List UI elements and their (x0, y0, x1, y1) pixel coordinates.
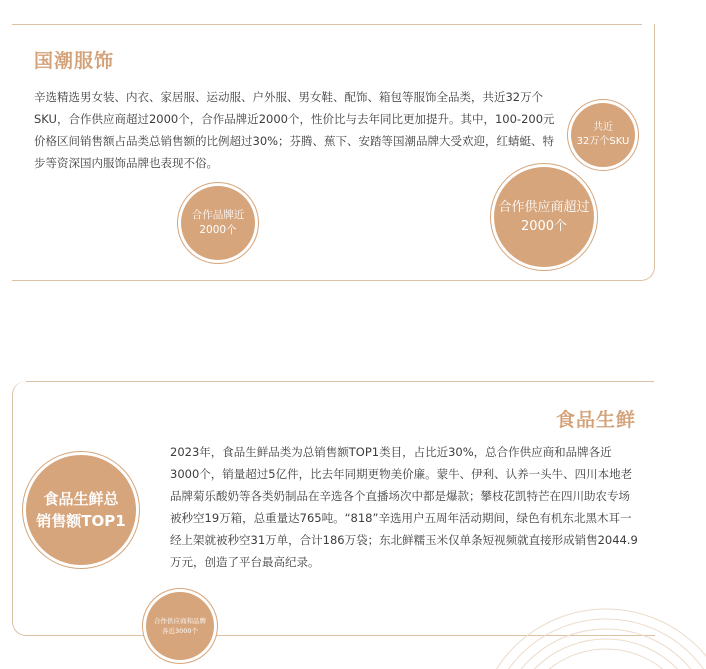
brand-count-bubble (181, 186, 255, 260)
partners-count-text: 合作供应商和品牌 各近3000个 (154, 617, 206, 635)
section2-title: 食品生鲜 (556, 409, 637, 431)
sku-count-text: 共近 32万个SKU (576, 122, 630, 147)
supplier-count-bubble (494, 167, 594, 267)
sales-top1-text: 食品生鲜总 销售额TOP1 (36, 490, 126, 530)
supplier-count-text: 合作供应商超过 2000个 (498, 200, 590, 234)
partners-count-bubble (146, 592, 214, 660)
section1-title: 国潮服饰 (34, 50, 115, 72)
sku-count-bubble (571, 103, 635, 167)
brand-count-text: 合作品牌近 2000个 (191, 209, 245, 236)
section1-paragraph: 辛选精选男女装、内衣、家居服、运动服、户外服、男女鞋、配饰、箱包等服饰全品类，共近32万个SKU，合作供应商超过2000个，合作品牌近2000个，性价比与去年同比更加提升。其中，100-200元价格区间销售额占品类总销售额的比例超过30%；芬腾、蕉下、安踏等国潮品牌大受欢迎，红蜻蜓、特步等资深国内服饰品牌也表现不俗。 (34, 90, 555, 170)
sales-top1-bubble (26, 455, 136, 565)
decorative-arcs (376, 589, 706, 669)
section2-paragraph: 2023年，食品生鲜品类为总销售额TOP1类目，占比近30%，总合作供应商和品牌各近3000个，销量超过5亿件，比去年同期更物美价廉。蒙牛、伊利、认养一头牛、四川本地老品牌菊乐酸奶等各类奶制品在辛选各个直播场次中都是爆款；攀枝花凯特芒在四川助农专场被秒空19万箱，总重量达765吨。“818”辛选用户五周年活动期间，绿色有机东北黑木耳一经上架就被秒空31万单，合计186万袋；东北鲜糯玉米仅单条短视频就直接形成销售2044.9万元，创造了平台最高纪录。 (170, 445, 638, 569)
